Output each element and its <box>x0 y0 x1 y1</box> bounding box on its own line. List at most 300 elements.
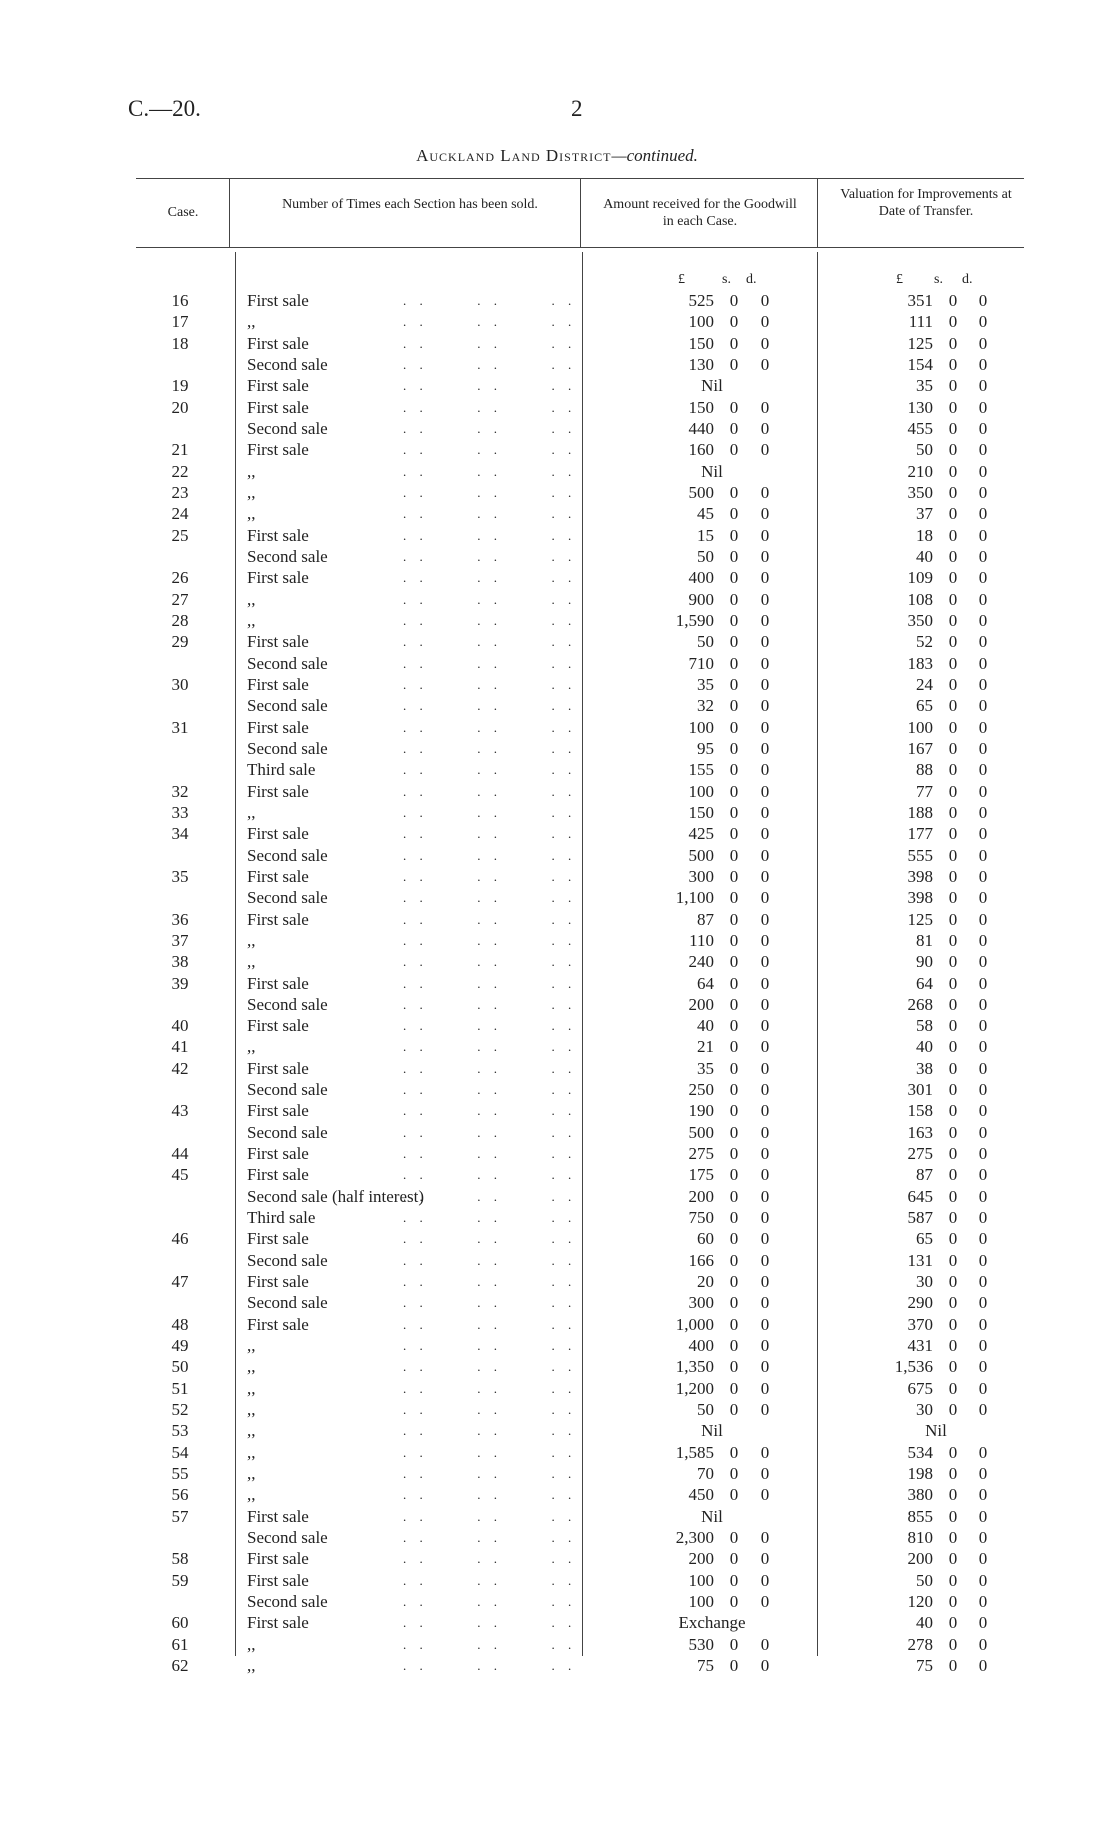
amount-shillings: 0 <box>729 1336 739 1356</box>
amount-pounds: 50 <box>697 546 714 566</box>
table-row <box>0 1100 1114 1121</box>
table-row <box>0 1634 1114 1655</box>
amount-shillings: 0 <box>729 1165 739 1185</box>
leader-dots <box>403 567 576 588</box>
table-row <box>0 1228 1114 1249</box>
valuation-pounds: 52 <box>916 632 933 652</box>
valuation-shillings: 0 <box>948 717 958 737</box>
case-number: 54 <box>171 1442 189 1462</box>
valuation-pounds: 587 <box>907 1208 933 1228</box>
amount-pounds: 40 <box>697 1016 714 1036</box>
leader-dots <box>403 439 576 460</box>
leader-dots <box>403 1570 576 1591</box>
amount-pounds: 300 <box>688 1293 714 1313</box>
amount-text: Nil <box>701 461 723 481</box>
sale-description: Second sale <box>247 696 328 716</box>
valuation-shillings: 0 <box>948 1528 958 1548</box>
leader-dots <box>403 610 576 631</box>
column-divider <box>229 178 230 247</box>
valuation-shillings: 0 <box>948 1634 958 1654</box>
amount-shillings: 0 <box>729 888 739 908</box>
sale-description: Third sale <box>247 760 316 780</box>
leader-dots <box>403 1143 576 1164</box>
valuation-pounds: 37 <box>916 504 933 524</box>
amount-pounds: 1,350 <box>675 1357 714 1377</box>
table-row <box>0 1164 1114 1185</box>
amount-pence: 0 <box>760 738 770 758</box>
table-row <box>0 973 1114 994</box>
amount-pence: 0 <box>760 525 770 545</box>
amount-shillings: 0 <box>729 546 739 566</box>
leader-dots <box>403 354 576 375</box>
valuation-pounds: 38 <box>916 1058 933 1078</box>
leader-dots <box>403 781 576 802</box>
sale-description: Second sale <box>247 845 328 865</box>
leader-dots <box>403 503 576 524</box>
valuation-pence: 0 <box>978 888 988 908</box>
case-number: 39 <box>171 973 189 993</box>
table-row <box>0 695 1114 716</box>
amount-pence: 0 <box>760 909 770 929</box>
amount-pounds: 166 <box>688 1250 714 1270</box>
amount-pounds: 450 <box>688 1485 714 1505</box>
table-row <box>0 1186 1114 1207</box>
amount-pence: 0 <box>760 674 770 694</box>
case-number: 60 <box>171 1613 189 1633</box>
amount-shillings: 0 <box>729 1250 739 1270</box>
case-number: 49 <box>171 1336 189 1356</box>
amount-pence: 0 <box>760 1272 770 1292</box>
valuation-pounds: 350 <box>907 610 933 630</box>
sale-description: Second sale <box>247 354 328 374</box>
valuation-pence: 0 <box>978 1165 988 1185</box>
amount-pounds: 130 <box>688 354 714 374</box>
amount-pence: 0 <box>760 930 770 950</box>
leader-dots <box>403 1612 576 1633</box>
valuation-pence: 0 <box>978 1656 988 1675</box>
valuation-pence: 0 <box>978 802 988 822</box>
valuation-shillings: 0 <box>948 418 958 438</box>
valuation-pounds: 100 <box>907 717 933 737</box>
valuation-pence: 0 <box>978 1016 988 1036</box>
amount-pounds: 60 <box>697 1229 714 1249</box>
sale-description: ,, <box>247 1357 256 1377</box>
amount-shillings: 0 <box>729 291 739 310</box>
sale-description: ,, <box>247 589 256 609</box>
valuation-pounds: 275 <box>907 1144 933 1164</box>
sale-description: Second sale <box>247 653 328 673</box>
leader-dots <box>403 1100 576 1121</box>
valuation-pence: 0 <box>978 440 988 460</box>
valuation-pounds: 108 <box>907 589 933 609</box>
case-number: 23 <box>171 482 189 502</box>
amount-pounds: 155 <box>688 760 714 780</box>
valuation-shillings: 0 <box>948 1293 958 1313</box>
sale-description: First sale <box>247 1144 309 1164</box>
valuation-pounds: 455 <box>907 418 933 438</box>
case-number: 27 <box>171 589 189 609</box>
table-row <box>0 503 1114 524</box>
table-row <box>0 1399 1114 1420</box>
valuation-pence: 0 <box>978 674 988 694</box>
amount-pence: 0 <box>760 1037 770 1057</box>
valuation-pence: 0 <box>978 482 988 502</box>
leader-dots <box>403 1591 576 1612</box>
valuation-shillings: 0 <box>948 1400 958 1420</box>
amount-pence: 0 <box>760 1229 770 1249</box>
valuation-shillings: 0 <box>948 1250 958 1270</box>
table-row <box>0 461 1114 482</box>
valuation-pence: 0 <box>978 1037 988 1057</box>
case-number: 24 <box>171 504 189 524</box>
valuation-shillings: 0 <box>948 546 958 566</box>
leader-dots <box>403 653 576 674</box>
column-divider <box>817 178 818 247</box>
amount-pounds: 50 <box>697 1400 714 1420</box>
amount-pounds: 45 <box>697 504 714 524</box>
sale-description: ,, <box>247 1485 256 1505</box>
valuation-pence: 0 <box>978 397 988 417</box>
amount-shilling-unit: s. <box>722 272 731 287</box>
valuation-pounds: 65 <box>916 696 933 716</box>
valuation-pounds: 183 <box>907 653 933 673</box>
amount-pounds: 440 <box>688 418 714 438</box>
valuation-pounds: 87 <box>916 1165 933 1185</box>
amount-pounds: 100 <box>688 781 714 801</box>
case-number: 18 <box>171 333 189 353</box>
amount-pence: 0 <box>760 333 770 353</box>
amount-pence: 0 <box>760 504 770 524</box>
page-number: 2 <box>571 96 583 121</box>
leader-dots <box>403 1250 576 1271</box>
table-row <box>0 1250 1114 1271</box>
case-number: 53 <box>171 1421 189 1441</box>
valuation-shillings: 0 <box>948 1229 958 1249</box>
amount-pence: 0 <box>760 546 770 566</box>
valuation-shillings: 0 <box>948 1186 958 1206</box>
amount-pounds: 110 <box>689 930 714 950</box>
valuation-shillings: 0 <box>948 1037 958 1057</box>
leader-dots <box>403 311 576 332</box>
valuation-pounds: 35 <box>916 376 933 396</box>
valuation-shillings: 0 <box>948 1442 958 1462</box>
table-row <box>0 1378 1114 1399</box>
valuation-pounds: 278 <box>907 1634 933 1654</box>
valuation-pounds: 30 <box>916 1272 933 1292</box>
amount-pence: 0 <box>760 973 770 993</box>
valuation-pounds: 158 <box>907 1101 933 1121</box>
valuation-pence: 0 <box>978 354 988 374</box>
valuation-pence: 0 <box>978 632 988 652</box>
case-number: 61 <box>171 1634 189 1654</box>
sale-description: First sale <box>247 1016 309 1036</box>
amount-pounds: 240 <box>688 952 714 972</box>
case-number: 22 <box>171 461 189 481</box>
valuation-shillings: 0 <box>948 824 958 844</box>
sale-description: First sale <box>247 397 309 417</box>
valuation-pence: 0 <box>978 1464 988 1484</box>
column-header-amount: Amount received for the Goodwill in each Case. <box>603 197 797 229</box>
amount-pounds: 160 <box>688 440 714 460</box>
table-row <box>0 1122 1114 1143</box>
valuation-pence: 0 <box>978 589 988 609</box>
amount-pence: 0 <box>760 1634 770 1654</box>
amount-pence: 0 <box>760 482 770 502</box>
case-number: 36 <box>171 909 189 929</box>
valuation-pounds: 77 <box>916 781 933 801</box>
valuation-pence: 0 <box>978 1485 988 1505</box>
amount-pounds: 35 <box>697 1058 714 1078</box>
sale-description: ,, <box>247 930 256 950</box>
amount-pounds: 500 <box>688 845 714 865</box>
valuation-shillings: 0 <box>948 440 958 460</box>
amount-shillings: 0 <box>729 482 739 502</box>
table-row <box>0 1612 1114 1633</box>
table-row <box>0 717 1114 738</box>
amount-pounds: 35 <box>697 674 714 694</box>
valuation-pounds: 351 <box>907 291 933 310</box>
sale-description: Second sale <box>247 1293 328 1313</box>
table-row <box>0 631 1114 652</box>
valuation-shillings: 0 <box>948 1101 958 1121</box>
title-suffix: —continued. <box>611 146 698 165</box>
leader-dots <box>403 738 576 759</box>
table-row <box>0 439 1114 460</box>
valuation-shillings: 0 <box>948 1592 958 1612</box>
leader-dots <box>403 1484 576 1505</box>
leader-dots <box>403 1527 576 1548</box>
sale-description: Second sale <box>247 1250 328 1270</box>
amount-shillings: 0 <box>729 738 739 758</box>
table-row <box>0 1079 1114 1100</box>
amount-pounds: 20 <box>697 1272 714 1292</box>
amount-pounds: 200 <box>688 1549 714 1569</box>
title-main: Auckland Land District <box>416 146 612 165</box>
amount-shillings: 0 <box>729 1634 739 1654</box>
table-row <box>0 567 1114 588</box>
valuation-shillings: 0 <box>948 376 958 396</box>
column-header-valuation: Valuation for Improvements at Date of Transfer. <box>840 187 1012 219</box>
valuation-pounds: 65 <box>916 1229 933 1249</box>
valuation-pounds: 200 <box>907 1549 933 1569</box>
table-row <box>0 1036 1114 1057</box>
amount-shillings: 0 <box>729 760 739 780</box>
table-row <box>0 1271 1114 1292</box>
amount-pence: 0 <box>760 1208 770 1228</box>
valuation-pence: 0 <box>978 1506 988 1526</box>
table-row <box>0 589 1114 610</box>
valuation-pence: 0 <box>978 1400 988 1420</box>
sale-description: First sale <box>247 1549 309 1569</box>
leader-dots <box>403 1420 576 1441</box>
amount-pounds: 300 <box>688 866 714 886</box>
amount-pounds: 150 <box>688 802 714 822</box>
sale-description: ,, <box>247 1442 256 1462</box>
amount-shillings: 0 <box>729 717 739 737</box>
amount-shillings: 0 <box>729 1080 739 1100</box>
valuation-pence: 0 <box>978 1634 988 1654</box>
amount-pounds: 425 <box>688 824 714 844</box>
valuation-pounds: 350 <box>907 482 933 502</box>
valuation-pounds: 555 <box>907 845 933 865</box>
valuation-pence: 0 <box>978 525 988 545</box>
sale-description: First sale <box>247 973 309 993</box>
amount-pounds: 32 <box>697 696 714 716</box>
case-number: 48 <box>171 1314 189 1334</box>
amount-shillings: 0 <box>729 781 739 801</box>
case-number: 34 <box>171 824 189 844</box>
amount-shillings: 0 <box>729 568 739 588</box>
valuation-shillings: 0 <box>948 312 958 332</box>
table-row <box>0 418 1114 439</box>
sale-description: First sale <box>247 333 309 353</box>
amount-pence: 0 <box>760 952 770 972</box>
valuation-pounds: 88 <box>916 760 933 780</box>
leader-dots <box>403 375 576 396</box>
leader-dots <box>403 589 576 610</box>
valuation-shillings: 0 <box>948 1272 958 1292</box>
valuation-shillings: 0 <box>948 1656 958 1675</box>
amount-pence: 0 <box>760 845 770 865</box>
valuation-shillings: 0 <box>948 333 958 353</box>
valuation-shillings: 0 <box>948 568 958 588</box>
amount-shillings: 0 <box>729 1101 739 1121</box>
amount-pence: 0 <box>760 653 770 673</box>
valuation-shillings: 0 <box>948 632 958 652</box>
case-number: 20 <box>171 397 189 417</box>
valuation-pounds: 50 <box>916 1570 933 1590</box>
amount-pence: 0 <box>760 418 770 438</box>
table-row <box>0 546 1114 567</box>
leader-dots <box>403 1015 576 1036</box>
leader-dots <box>403 1164 576 1185</box>
amount-shillings: 0 <box>729 312 739 332</box>
valuation-pounds: 198 <box>907 1464 933 1484</box>
case-number: 44 <box>171 1144 189 1164</box>
table-row <box>0 738 1114 759</box>
amount-pounds: 1,585 <box>675 1442 714 1462</box>
amount-shillings: 0 <box>729 1592 739 1612</box>
valuation-shillings: 0 <box>948 888 958 908</box>
valuation-pence: 0 <box>978 1314 988 1334</box>
table-row <box>0 1314 1114 1335</box>
amount-shillings: 0 <box>729 1037 739 1057</box>
valuation-pounds: 188 <box>907 802 933 822</box>
valuation-shillings: 0 <box>948 760 958 780</box>
amount-pounds: 275 <box>688 1144 714 1164</box>
case-number: 45 <box>171 1165 189 1185</box>
case-number: 25 <box>171 525 189 545</box>
valuation-pounds: 398 <box>907 888 933 908</box>
leader-dots <box>403 1292 576 1313</box>
valuation-shillings: 0 <box>948 1570 958 1590</box>
table-row <box>0 1292 1114 1313</box>
amount-pence: 0 <box>760 824 770 844</box>
amount-pounds: 100 <box>688 1592 714 1612</box>
amount-pence-unit: d. <box>746 272 757 287</box>
amount-pence: 0 <box>760 291 770 310</box>
amount-shillings: 0 <box>729 1293 739 1313</box>
table-row <box>0 1207 1114 1228</box>
sale-description: First sale <box>247 1101 309 1121</box>
amount-shillings: 0 <box>729 1314 739 1334</box>
leader-dots <box>403 631 576 652</box>
valuation-pounds: 268 <box>907 994 933 1014</box>
amount-pounds: 500 <box>688 1122 714 1142</box>
amount-shillings: 0 <box>729 1357 739 1377</box>
leader-dots <box>403 951 576 972</box>
valuation-shillings: 0 <box>948 781 958 801</box>
sale-description: ,, <box>247 1656 256 1675</box>
leader-dots <box>403 1634 576 1655</box>
valuation-pence: 0 <box>978 738 988 758</box>
valuation-pence: 0 <box>978 1144 988 1164</box>
table-row <box>0 1655 1114 1676</box>
case-number: 56 <box>171 1485 189 1505</box>
sale-description: First sale <box>247 291 309 310</box>
table-row <box>0 909 1114 930</box>
valuation-pence: 0 <box>978 1528 988 1548</box>
valuation-pence: 0 <box>978 760 988 780</box>
leader-dots <box>403 887 576 908</box>
valuation-pounds: 810 <box>907 1528 933 1548</box>
amount-pence: 0 <box>760 568 770 588</box>
case-number: 52 <box>171 1400 189 1420</box>
amount-pence: 0 <box>760 589 770 609</box>
sale-description: First sale <box>247 440 309 460</box>
amount-pence: 0 <box>760 866 770 886</box>
valuation-pence: 0 <box>978 546 988 566</box>
sale-description: ,, <box>247 312 256 332</box>
valuation-pounds: 177 <box>907 824 933 844</box>
leader-dots <box>403 1122 576 1143</box>
amount-shillings: 0 <box>729 696 739 716</box>
sale-description: First sale <box>247 909 309 929</box>
amount-pence: 0 <box>760 610 770 630</box>
table-row <box>0 759 1114 780</box>
sale-description: First sale <box>247 1272 309 1292</box>
amount-shillings: 0 <box>729 1570 739 1590</box>
case-number: 62 <box>171 1656 189 1675</box>
valuation-pounds: 154 <box>907 354 933 374</box>
amount-pence: 0 <box>760 802 770 822</box>
leader-dots <box>403 1463 576 1484</box>
table-row <box>0 1591 1114 1612</box>
valuation-pounds: 534 <box>907 1442 933 1462</box>
valuation-shillings: 0 <box>948 1165 958 1185</box>
amount-pounds: 150 <box>688 397 714 417</box>
case-number: 35 <box>171 866 189 886</box>
valuation-pence: 0 <box>978 333 988 353</box>
sale-description: First sale <box>247 376 309 396</box>
header-bottom-rule <box>136 247 1024 248</box>
case-number: 43 <box>171 1101 189 1121</box>
table-row <box>0 823 1114 844</box>
amount-pounds: 87 <box>697 909 714 929</box>
valuation-shillings: 0 <box>948 845 958 865</box>
amount-shillings: 0 <box>729 1656 739 1675</box>
valuation-pence: 0 <box>978 312 988 332</box>
sale-description: First sale <box>247 1613 309 1633</box>
amount-pence: 0 <box>760 1250 770 1270</box>
sale-description: ,, <box>247 610 256 630</box>
amount-pounds: 1,000 <box>675 1314 714 1334</box>
sale-description: ,, <box>247 1421 256 1441</box>
valuation-pence: 0 <box>978 461 988 481</box>
amount-pence: 0 <box>760 1186 770 1206</box>
amount-pounds: 400 <box>688 1336 714 1356</box>
sale-description: First sale <box>247 824 309 844</box>
